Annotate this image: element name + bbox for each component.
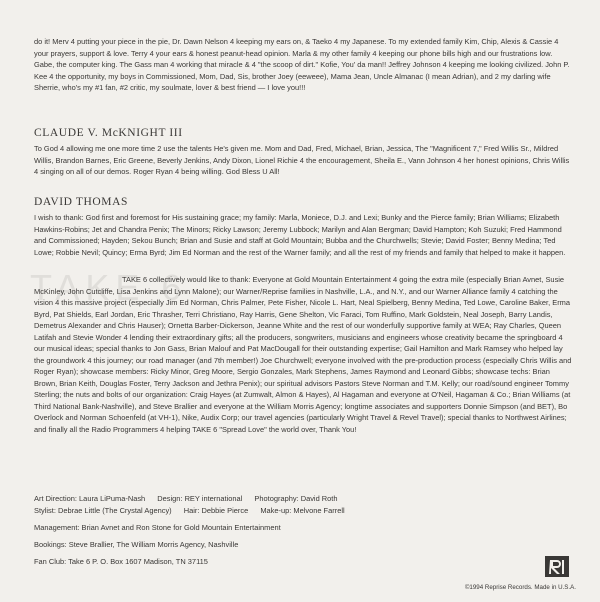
david-heading: DAVID THOMAS <box>34 196 128 208</box>
credits-row-art <box>34 493 348 505</box>
credit-management: Management: Brian Avnet and Ron Stone for Gold Mountain Entertainment <box>34 523 281 532</box>
credit-stylist: Stylist: Debrae Little (The Crystal Agency) <box>34 506 172 515</box>
credit-bookings: Bookings: Steve Brallier, The William Morris Agency, Nashville <box>34 540 239 549</box>
credit-fanclub: Fan Club: Take 6 P. O. Box 1607 Madison, TN 37115 <box>34 557 208 566</box>
credit-photography: Photography: David Roth <box>254 494 338 503</box>
david-paragraph: I wish to thank: God first and foremost for His sustaining grace; my family: Marla, Moniece, D.J. and Lexi; Bunky and the Pierce family; Brian Williams; Elizabeth Hawkins-Robins; Jet and Chandra Penix; The Minors; Ricky Lawson; Jeremy Lubbock; Marilyn and Alan Bergman; David Hampton; Koh Suzuki; Fred Hammond and Commissioned; Hayden; Sekou Bunch; Brian and Susie and staff at Gold Mountain; Bubba and the Churchwells; Stevie; David Foster; Benny Medina; Ted Lowe; Robbie Nevil; Quincy; Erma Byrd; Jim Ed Norman and the rest of the Warner family; and all the rest of my friends and family that helped to make it happen. <box>34 213 566 257</box>
take6-paragraph: TAKE 6 collectively would like to thank: Everyone at Gold Mountain Entertainment 4 going the extra mile (especially Brian Avnet, Susie McKinley, John Cutcliffe, Lisa Jenkins and Lynn Malone); our Warner/Reprise families in Nashville, L.A., and N.Y., and our Warner Alliance family 4 catching the vision 4 this massive project (especially Jim Ed Norman, Chris Palmer, Pete Fisher, Nicole L. Hart, Neal Spielberg, Benny Medina, Ted Lowe, Caroline Baker, Erma Byrd, Pat Shields, Earl Jordan, Eric Thrasher, Terri Christiano, Ray Harris, Gene Shelton, Vic Faraci, Tom Ruffino, Mark Goldstein, Neal Joseph, Barry Landis, Demetrus Alexander and Chris Hauser); Ornetta Barber-Dickerson, Jeanne White and the rest of our wonderfully supportive family at WEA; Ray Charles, Queen Latifah and Stevie Wonder 4 lending their extraordinary gifts; all the producers, songwriters, musicians and engineers whose creativity became the springboard 4 our musical ideas; special thanks to Jon Gass, Brian Malouf and Pat MacDougall for their outstanding expertise; Gail Hamilton and Mark Ramsey who helped lay the groundwork 4 this journey; our road manager (and 7th member!) Joe Churchwell; everyone involved with the pre-production process (especially Chris Willis and Roger Ryan); showcase members: Ricky Minor, Greg Moore, Sergio Gonzales, Mark Stephens, James Raymond and Leonard Gibbs; showcase techs: Brian Brown, Brian Keith, Douglas Foster, Terry Jackson and Jethra Penix); our spiritual advisors Pastors Steve Norman and T.M. Kelly; our road/sound engineer Tommy Sterling; the nuts and bolts of our organization: Craig Hayes (at Zumwalt, Almon & Hayes), Al Hagaman and everyone at O'Neil, Hagaman & Co.; Brian Williams (at Third National Bank-Nashville), and Steve Brallier and everyone at the William Morris Agency; longtime associates and supporters Donnie Simpson (and BET), Bo Overlock and Norman Schoenfeld (at VH-1), Nike, Audix Corp; our travel agencies (particularly Wright Travel & Revel Travel); special thanks to Northwest Airlines; and finally all the Radio Programmers 4 helping TAKE 6 "Spread Love" the world over, Thank You! <box>34 275 572 434</box>
intro-paragraph: do it! Merv 4 putting your piece in the pie, Dr. Dawn Nelson 4 keeping my ears on, & Taeko 4 my Japanese. To my extended family Kim, Chip, Alexis & Cassie 4 your prayers, support & love. Terry 4 your ears & honest peanut-head opinion. Marla & my other family 4 keeping our phone bills high and our frustrations low. Gabe, the computer king. The Gass man 4 working that miracle & 4 "the scoop of dirt." Kofie, You' da man!! Jeffrey Johnson 4 keeping me looking civilized. John P. Kee 4 the opportunity, my boys in Commissioned, Mom, Dad, Sis, brother Joey (eeweee), Mama Jean, Uncle Almanac (I mean Adrian), and 2 my darling wife Sherrie, who's my #1 fan, #2 critic, my soulmate, lover & best friend — I love you!!! <box>34 37 570 92</box>
claude-paragraph: To God 4 allowing me one more time 2 use the talents He's given me. Mom and Dad, Fred, Michael, Brian, Jessica, The "Magnificent 7," Fred Willis Sr., Mildred Willis, Brandon Barnes, Eric Greene, Beverly Jenkins, Andy Dixon, Lionel Richie 4 the encouragement, Sheila E., Vann Johnson 4 her honest opinions, Chris Willis 4 singing on all of our demos. Roger Ryan 4 being willing. God Bless U All! <box>34 144 570 176</box>
credit-makeup: Make-up: Melvone Farrell <box>260 506 345 515</box>
credit-art-direction: Art Direction: Laura LiPuma-Nash <box>34 494 146 503</box>
reprise-logo-icon <box>545 556 569 577</box>
copyright-notice: ©1994 Reprise Records. Made in U.S.A. <box>464 584 576 591</box>
credits-row-style <box>34 505 355 517</box>
claude-heading: CLAUDE V. McKNIGHT III <box>34 127 183 139</box>
credit-hair: Hair: Debbie Pierce <box>183 506 249 515</box>
credit-design: Design: REY international <box>157 494 243 503</box>
take6-watermark: TAKE 6 <box>30 267 188 308</box>
